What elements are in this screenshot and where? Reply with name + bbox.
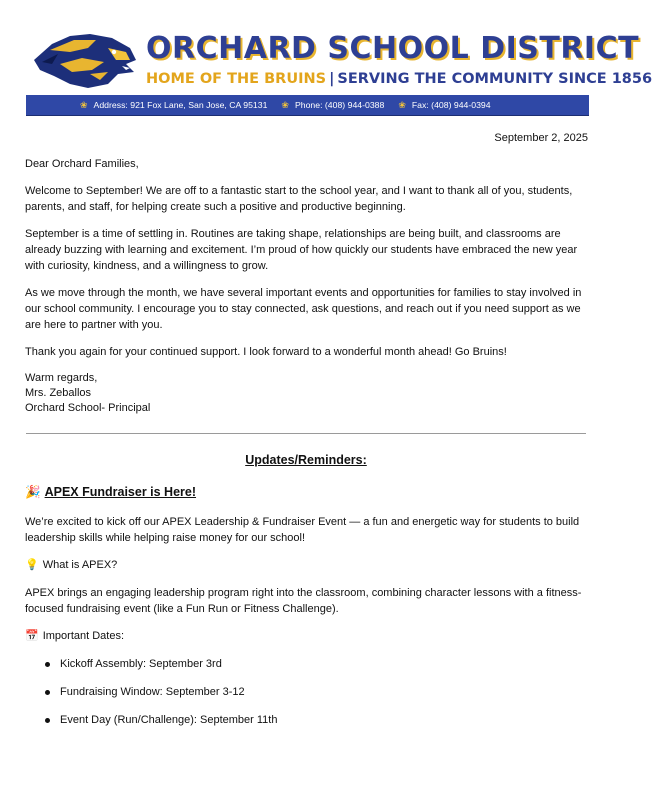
dates-list: [45, 656, 587, 728]
letterhead: [26, 26, 652, 118]
signature-block: [25, 371, 587, 416]
tagline-serving: SERVING THE COMMUNITY SINCE 1856: [337, 71, 652, 87]
party-popper-icon: 🎉: [25, 485, 41, 499]
letter-body: [25, 156, 587, 416]
signer-title: Orchard School- Principal: [25, 402, 151, 414]
important-dates-label: Important Dates:: [42, 630, 125, 642]
list-item: Kickoff Assembly: September 3rd: [45, 656, 587, 672]
updates-title: Updates/Reminders:: [245, 453, 367, 467]
tagline: [146, 70, 652, 88]
tagline-separator: |: [329, 71, 335, 87]
greeting: Dear Orchard Families,: [25, 158, 139, 170]
lightbulb-icon: 💡: [25, 559, 39, 571]
paragraph: Welcome to September! We are off to a fantastic start to the school year, and I want to thank all of you, students, parents, and staff, for helping create such a positive and productive beginning.: [25, 185, 573, 213]
apex-section: [25, 483, 587, 740]
what-is-apex: [25, 557, 587, 573]
fundraiser-intro: We’re excited to kick off our APEX Leadership & Fundraiser Event — a fun and energetic way for students to build leadership skills while helping raise money for our school!: [25, 516, 580, 544]
bruin-mascot-logo: [30, 30, 138, 92]
what-is-apex-label: What is APEX?: [42, 559, 118, 571]
list-item: Fundraising Window: September 3-12: [45, 684, 587, 700]
important-dates: [25, 628, 587, 644]
closing: Warm regards,: [25, 372, 98, 384]
letter-date: September 2, 2025: [494, 132, 588, 144]
fundraiser-heading: [25, 483, 587, 501]
paw-icon: ❀: [281, 99, 289, 110]
what-is-apex-text: APEX brings an engaging leadership program right into the classroom, combining character lessons with a fitness-focused fundraising event (like a Fun Run or Fitness Challenge).: [25, 587, 582, 615]
address-text: Address: 921 Fox Lane, San Jose, CA 95131: [93, 99, 268, 110]
tagline-home: HOME OF THE BRUINS: [146, 71, 327, 87]
paw-icon: ❀: [398, 99, 406, 110]
divider: [26, 433, 586, 434]
signer-name: Mrs. Zeballos: [25, 387, 92, 399]
paragraph: September is a time of settling in. Routines are taking shape, relationships are being built, and classrooms are already buzzing with learning and excitement. I’m proud of how quickly our students have embraced the new year with curiosity, kindness, and a willingness to grow.: [25, 228, 578, 272]
paragraph: As we move through the month, we have several important events and opportunities for families to stay involved in our school community. I encourage you to stay connected, ask questions, and reach out if you need support as we are here to partner with you.: [25, 287, 582, 331]
paw-icon: ❀: [80, 99, 88, 110]
contact-bar: [26, 95, 589, 116]
fax-text: Fax: (408) 944-0394: [411, 99, 491, 110]
district-name: ORCHARD SCHOOL DISTRICT: [146, 31, 640, 66]
calendar-icon: 📅: [25, 630, 39, 642]
fundraiser-heading-text: APEX Fundraiser is Here!: [44, 485, 197, 499]
list-item: Event Day (Run/Challenge): September 11th: [45, 712, 587, 728]
paragraph: Thank you again for your continued support. I look forward to a wonderful month ahead! Go Bruins!: [25, 346, 507, 358]
phone-text: Phone: (408) 944-0388: [294, 99, 385, 110]
